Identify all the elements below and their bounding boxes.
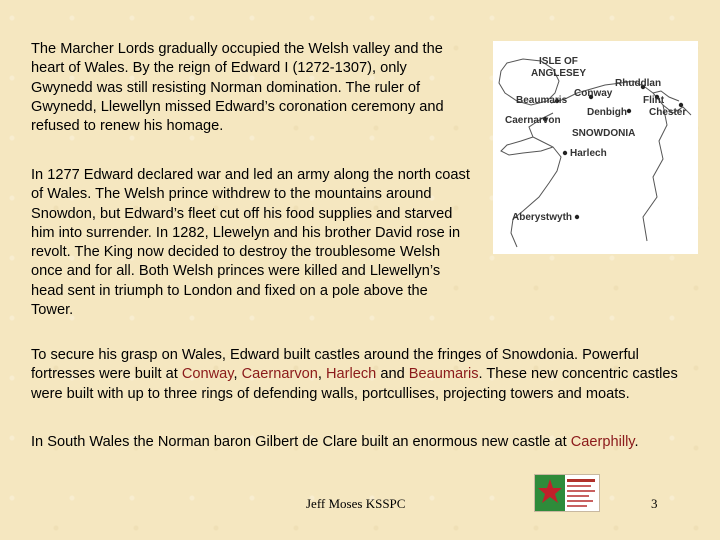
label-conway: Conway [574,88,613,99]
paragraph-marcher-lords: The Marcher Lords gradually occupied the Welsh valley and the heart of Wales. By the reign of Edward I (1272-1307), only Gwynedd was still resisting Norman domination. The ruler of Gwynedd, Llewellyn missed Edward’s coronation ceremony and refused to renew his homage. [31,41,444,135]
separator: , [317,366,326,383]
separator: and [376,366,409,383]
label-harlech: Harlech [570,148,607,159]
castle-harlech: Harlech [326,366,377,383]
label-denbigh: Denbigh [587,107,627,118]
paragraph-war-1277: In 1277 Edward declared war and led an army along the north coast of Wales. The Welsh prince withdrew to the mountains around Snowdon, but Edward’s fleet cut off his food supplies and starved him into surrender. In 1282, Llewelyn and his brother David rose in revolt. The King now decided to destroy the troublesome Welsh once and for all. Both Welsh princes were killed and Llewellyn’s head sent in triumph to London and fixed on a pole above the Tower. [31,167,470,319]
paragraph-caerphilly [31,433,701,452]
dot-denbigh [627,109,631,113]
label-beaumaris: Beaumaris [516,95,568,106]
label-aberystwyth: Aberystwyth [512,212,573,223]
wales-castles-map [493,41,698,254]
separator: , [233,366,242,383]
school-logo [534,474,600,512]
dot-aberystwyth [575,215,579,219]
border-line [643,105,667,241]
lleyn-peninsula [501,137,553,155]
caerphilly-text-end: . [634,434,639,450]
castles-text-end: . These new concentric castles were built with up to three rings of defending walls, portcullises, projecting towers and moats. [31,366,678,402]
label-caernarvon: Caernarvon [505,115,561,126]
map-drawing [493,41,698,254]
page-number: 3 [651,496,658,511]
label-flint: Flint [643,95,665,106]
label-snowdonia: SNOWDONIA [572,128,636,139]
logo-image [535,475,599,511]
castles-text-start: To secure his grasp on Wales, Edward built castles around the fringes of Snowdonia. Powerful fortresses were built at [31,347,639,383]
castle-caerphilly: Caerphilly [570,434,635,450]
west-coast-line [511,113,561,247]
castle-conway: Conway [181,366,234,383]
label-chester: Chester [649,107,687,118]
paragraph-castles [31,346,701,404]
castle-caernarvon: Caernarvon [241,366,318,383]
castle-beaumaris: Beaumaris [408,366,479,383]
label-rhuddlan: Rhuddlan [615,78,662,89]
label-isle-of: ISLE OF [539,56,578,67]
label-anglesey: ANGLESEY [531,68,587,79]
dot-harlech [563,151,567,155]
caerphilly-text-start: In South Wales the Norman baron Gilbert de Clare built an enormous new castle at [31,434,571,450]
footer-author: Jeff Moses KSSPC [306,496,406,511]
